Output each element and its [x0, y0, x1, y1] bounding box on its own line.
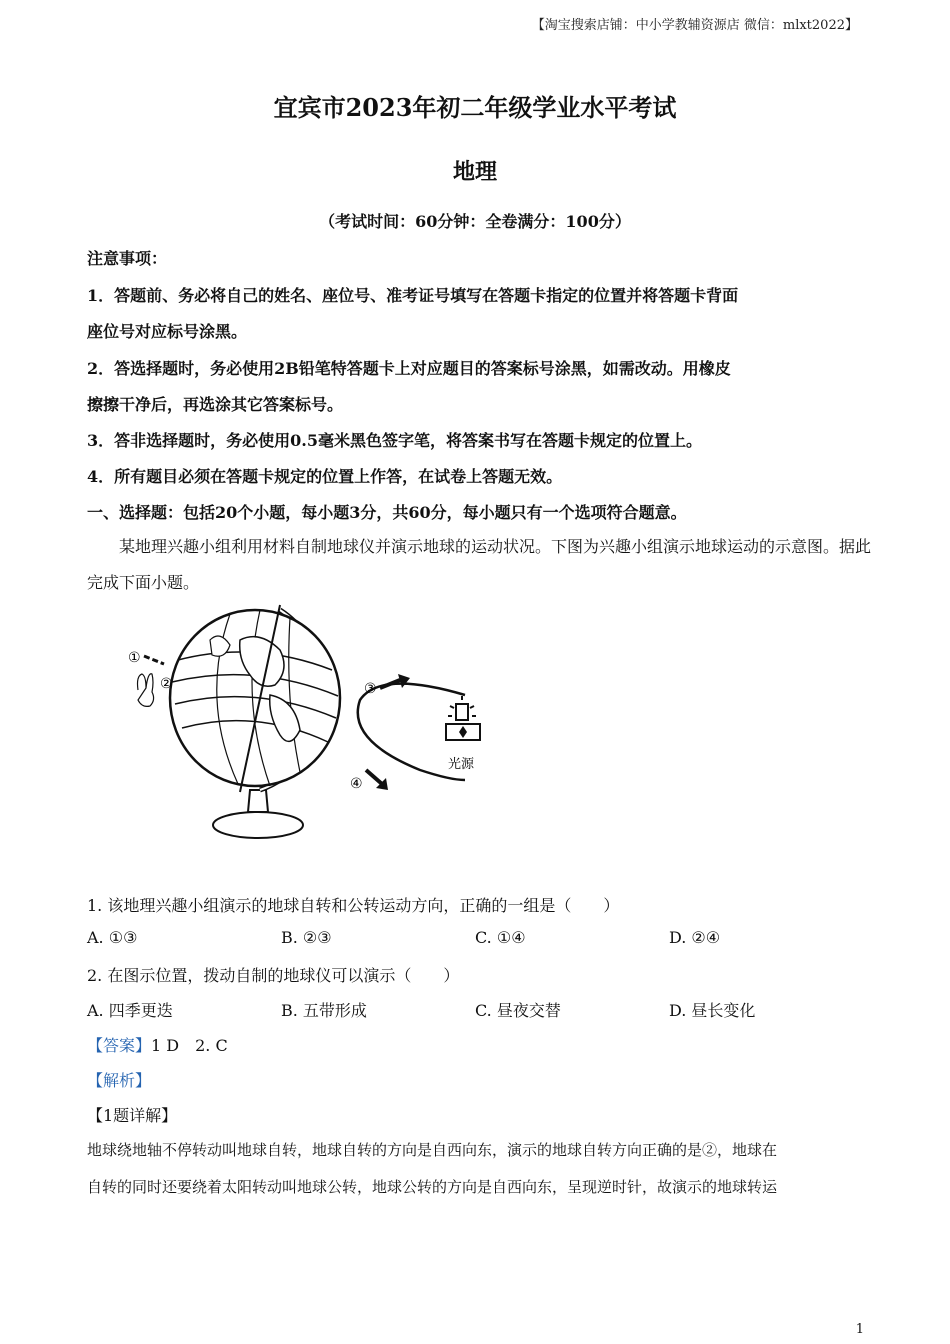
detail-line-1: 地球绕地轴不停转动叫地球自转，地球自转的方向是自西向东，演示的地球自转方向正确的是②，地球在 — [87, 1141, 778, 1159]
globe-stem — [248, 790, 268, 812]
detail-heading: 【1题详解】 — [87, 1106, 178, 1125]
question-1-option-c[interactable]: C. ①④ — [475, 928, 526, 947]
analysis-tag: 【解析】 — [87, 1071, 152, 1090]
question-2-option-d[interactable]: D. 昼长变化 — [669, 1001, 756, 1020]
arrow-4 — [366, 770, 382, 784]
subject-title: 地理 — [452, 159, 497, 185]
label-1: ① — [128, 650, 141, 666]
notice-item-2-line-1: 2．答选择题时，务必使用2B铅笔特答题卡上对应题目的答案标号涂黑，如需改动。用橡皮 — [87, 359, 731, 378]
header-note: 【淘宝搜索店铺：中小学教辅资源店 微信：mlxt2022】 — [531, 18, 858, 33]
label-4: ④ — [350, 776, 363, 792]
answer-text: 1 D 2. C — [151, 1036, 228, 1055]
light-source-icon — [446, 696, 480, 740]
notice-item-3: 3．答非选择题时，务必使用0.5毫米黑色签字笔，将答案书写在答题卡规定的位置上。 — [87, 431, 702, 450]
label-3: ③ — [364, 681, 377, 697]
question-1-option-a[interactable]: A. ①③ — [87, 928, 138, 947]
globe-diagram — [120, 600, 540, 860]
light-source-label: 光源 — [448, 757, 475, 772]
notice-item-4: 4．所有题目必须在答题卡规定的位置上作答，在试卷上答题无效。 — [87, 467, 563, 486]
answer-line — [87, 1033, 228, 1056]
question-1-option-b[interactable]: B. ②③ — [281, 928, 332, 947]
detail-line-2: 自转的同时还要绕着太阳转动叫地球公转，地球公转的方向是自西向东，呈现逆时针，故演示的地球转运 — [87, 1178, 778, 1196]
notice-item-1-line-2: 座位号对应标号涂黑。 — [87, 322, 248, 341]
notice-item-2-line-2: 擦擦干净后，再选涂其它答案标号。 — [87, 395, 344, 414]
question-1-option-d[interactable]: D. ②④ — [669, 928, 721, 947]
page-title: 宜宾市2023年初二年级学业水平考试 — [273, 93, 677, 122]
question-2-option-c[interactable]: C. 昼夜交替 — [475, 1001, 561, 1020]
notice-heading: 注意事项： — [87, 249, 168, 268]
question-1-stem: 1. 该地理兴趣小组演示的地球自转和公转运动方向，正确的一组是（ ） — [87, 896, 620, 915]
hand-icon — [138, 674, 154, 707]
question-2-stem: 2. 在图示位置，拨动自制的地球仪可以演示（ ） — [87, 966, 460, 985]
question-2-option-b[interactable]: B. 五带形成 — [281, 1001, 367, 1020]
exam-info: （考试时间：60分钟：全卷满分：100分） — [319, 212, 631, 231]
globe-base — [213, 812, 303, 838]
page-number: 1 — [855, 1322, 864, 1337]
notice-item-1-line-1: 1．答题前、务必将自己的姓名、座位号、准考证号填写在答题卡指定的位置并将答题卡背面 — [87, 286, 739, 305]
question-2-option-a[interactable]: A. 四季更迭 — [87, 1001, 173, 1020]
label-2: ② — [160, 676, 173, 692]
question-intro: 某地理兴趣小组利用材料自制地球仪并演示地球的运动状况。下图为兴趣小组演示地球运动的示意图。据此完成下面小题。 — [87, 537, 872, 592]
globe-figure — [120, 600, 540, 860]
answer-tag: 【答案】 — [87, 1036, 152, 1055]
section-heading: 一、选择题：包括20个小题，每小题3分，共60分，每小题只有一个选项符合题意。 — [87, 503, 687, 522]
arrow-1 — [144, 656, 164, 664]
